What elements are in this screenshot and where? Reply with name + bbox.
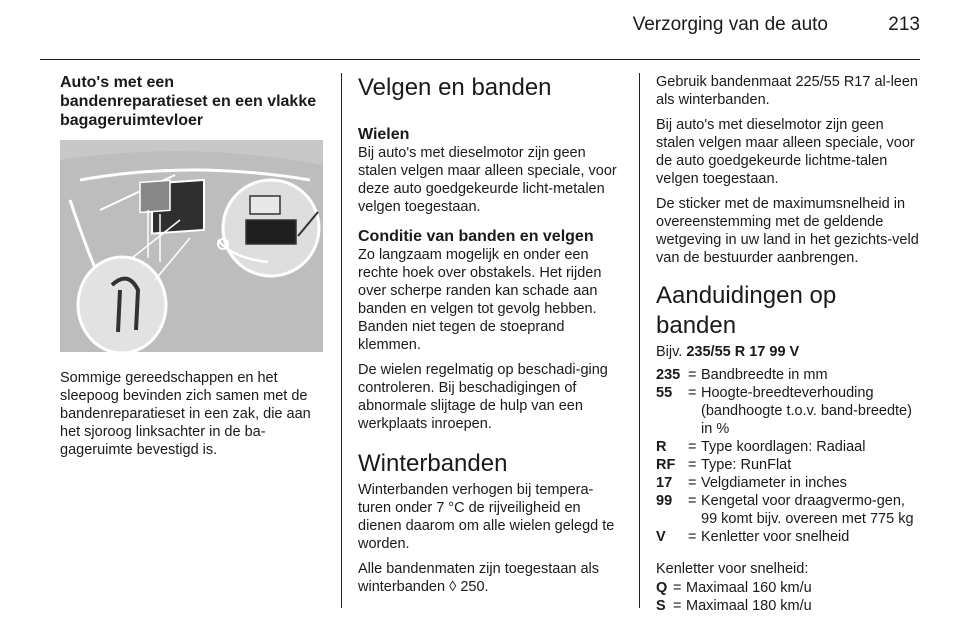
description-cell: Bandbreedte in mm	[701, 367, 828, 383]
equals-cell: =	[688, 385, 697, 401]
page-number: 213	[888, 14, 920, 35]
code-row	[656, 366, 922, 384]
winter-paragraph-2	[358, 560, 624, 596]
description-cell: Hoogte-breedteverhouding (bandhoogte t.o.v. band-breedte) in %	[701, 385, 912, 437]
tire-example	[656, 343, 922, 361]
equals-cell: =	[673, 580, 682, 596]
code-cell: Q	[656, 580, 668, 596]
page-header-title: Verzorging van de auto	[632, 14, 828, 35]
description-cell: Type koordlagen: Radiaal	[701, 439, 866, 455]
column-2	[358, 73, 624, 596]
tire-example-prefix: Bijv.	[656, 344, 683, 360]
header-rule	[40, 59, 920, 60]
code-cell: R	[656, 439, 667, 455]
code-row	[656, 597, 922, 615]
description-cell: Kengetal voor draagvermo-gen, 99 komt bijv. overeen met 775 kg	[701, 493, 914, 527]
page-reference-number: 250.	[460, 579, 489, 595]
code-row	[656, 438, 922, 456]
wielen-text: Bij auto's met dieselmotor zijn geen stalen velgen maar alleen speciale, voor deze auto goedgekeurde licht-metalen velgen toegestaan.	[358, 145, 617, 215]
subheading-wielen: Wielen	[358, 126, 410, 143]
column-divider-1	[341, 73, 342, 608]
equals-cell: =	[688, 367, 697, 383]
repair-kit-description: Sommige gereedschappen en het sleepoog bevinden zich samen met de bandenreparatieset in een zak, die aan het sjoroog linksachter in de ba-gageruimte bevestigd is.	[60, 370, 311, 458]
equals-cell: =	[688, 475, 697, 491]
column-3	[656, 73, 922, 615]
speed-sticker-note: De sticker met de maximumsnelheid in overeenstemming met de geldende wetgeving in uw land in het gezichts-veld van de bestuurder aanbrengen.	[656, 196, 919, 266]
code-row	[656, 456, 922, 474]
code-cell: S	[656, 598, 666, 614]
section-title-velgen-en-banden: Velgen en banden	[358, 74, 552, 101]
column-1	[60, 73, 325, 459]
equals-cell: =	[673, 598, 682, 614]
equals-cell: =	[688, 529, 697, 545]
code-row	[656, 492, 922, 528]
equals-cell: =	[688, 439, 697, 455]
illustration-svg	[60, 140, 323, 352]
description-cell: Velgdiameter in inches	[701, 475, 847, 491]
code-row	[656, 384, 922, 438]
page-reference-link[interactable]	[449, 579, 488, 595]
section-heading-repair-kit: Auto's met een bandenreparatieset en een vlakke bagageruimtevloer	[60, 74, 317, 129]
speed-code-table	[656, 579, 922, 615]
diesel-rims-note: Bij auto's met dieselmotor zijn geen stalen velgen maar alleen speciale, voor de auto goedgekeurde lichtme-talen velgen toegestaan.	[656, 117, 915, 187]
code-cell: 55	[656, 385, 673, 401]
code-cell: V	[656, 529, 666, 545]
winter-size-note: Gebruik bandenmaat 225/55 R17 al-leen als winterbanden.	[656, 74, 918, 108]
code-cell: RF	[656, 457, 676, 473]
tire-code-table	[656, 366, 922, 546]
description-cell: Kenletter voor snelheid	[701, 529, 850, 545]
description-cell: Type: RunFlat	[701, 457, 792, 473]
code-row	[656, 474, 922, 492]
conditie-paragraph-2: De wielen regelmatig op beschadi-ging controleren. Bij beschadigingen of abnormale slijtage de hulp van een werkplaats inroepen.	[358, 362, 608, 432]
code-cell: 99	[656, 493, 673, 509]
winter-paragraph-2-text: Alle bandenmaten zijn toegestaan als winterbanden	[358, 561, 600, 595]
code-row	[656, 528, 922, 546]
equals-cell: =	[688, 457, 697, 473]
equals-cell: =	[688, 493, 697, 509]
speed-intro: Kenletter voor snelheid:	[656, 561, 809, 577]
description-cell: Maximaal 160 km/u	[686, 580, 812, 596]
trunk-repair-kit-illustration	[60, 140, 323, 352]
winter-paragraph-1: Winterbanden verhogen bij tempera-turen onder 7 °C de rijveiligheid en dienen daarom om alle wielen gelegd te worden.	[358, 482, 615, 552]
column-divider-2	[639, 73, 640, 608]
description-cell: Maximaal 180 km/u	[686, 598, 812, 614]
code-cell: 235	[656, 367, 681, 383]
subheading-conditie: Conditie van banden en velgen	[358, 228, 594, 245]
section-title-winterbanden: Winterbanden	[358, 450, 508, 477]
arrow-reference-icon: ◊	[449, 579, 457, 595]
section-title-aanduidingen: Aanduidingen op banden	[656, 282, 837, 339]
code-row	[656, 579, 922, 597]
conditie-paragraph-1: Zo langzaam mogelijk en onder een rechte hoek over obstakels. Het rijden over scherpe randen kan schade aan banden en velgen tot gevolg hebben. Banden niet tegen de stoeprand klemmen.	[358, 247, 602, 353]
tire-example-code: 235/55 R 17 99 V	[686, 344, 800, 360]
code-cell: 17	[656, 475, 673, 491]
